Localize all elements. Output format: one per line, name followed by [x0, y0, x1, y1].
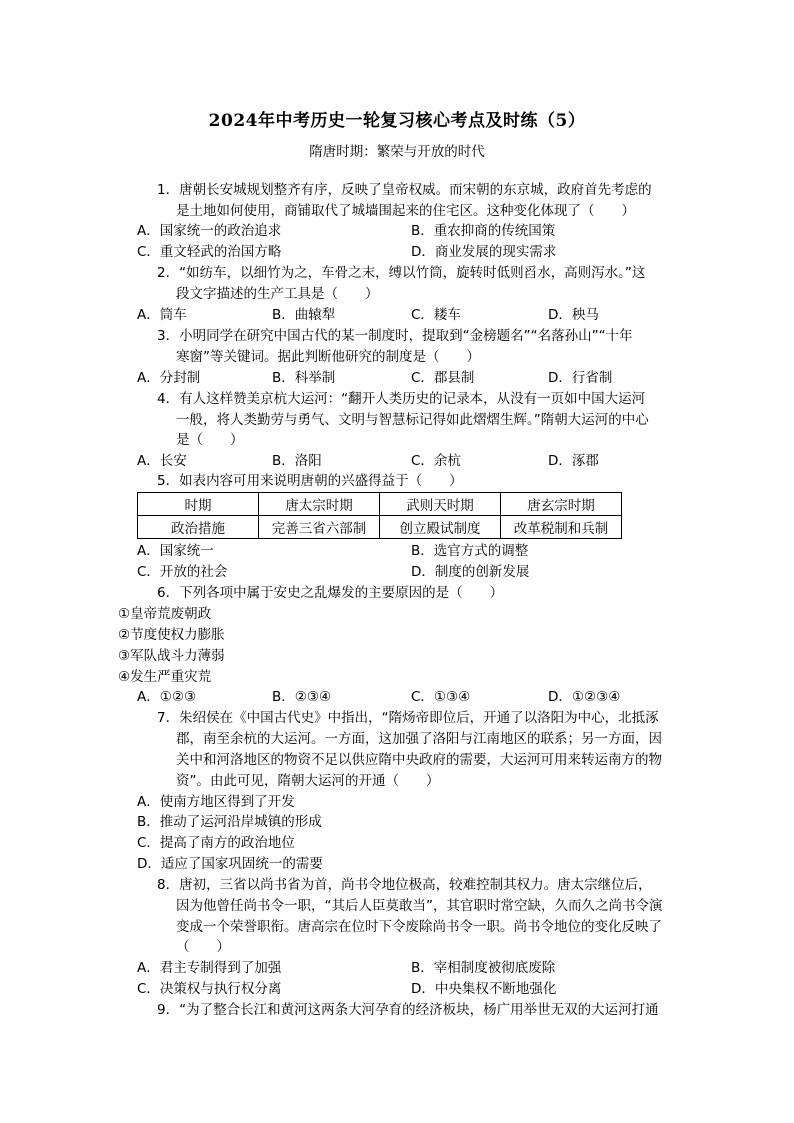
question-2-text-cont: 段文字描述的生产工具是（ ） — [176, 286, 379, 302]
question-4-option-c: C．余杭 — [411, 453, 461, 469]
question-3-option-d: D．行省制 — [548, 370, 613, 386]
question-5-option-b: B．选官方式的调整 — [411, 543, 529, 559]
question-3-text: 3．小明同学在研究中国古代的某一制度时，提取到“金榜题名”“名落孙山”“十年 — [157, 328, 633, 344]
question-8-text-cont: 因为他曾任尚书令一职，“其后人臣莫敢当”，其官职时常空缺，久而久之尚书令演 — [176, 898, 663, 914]
question-2-option-c: C．耧车 — [411, 307, 461, 323]
question-4-option-d: D．涿郡 — [548, 453, 599, 469]
question-7-option-a: A．使南方地区得到了开发 — [137, 794, 295, 810]
question-8-text: 8．唐初，三省以尚书省为首，尚书令地位极高，较难控制其权力。唐太宗继位后， — [157, 877, 652, 893]
question-6-option-b: B．②③④ — [272, 689, 332, 705]
table-cell: 时期 — [138, 493, 259, 516]
table-cell: 武则天时期 — [380, 493, 501, 516]
question-8-option-d: D．中央集权不断地强化 — [411, 981, 557, 997]
table-cell: 完善三省六部制 — [259, 516, 380, 539]
question-4-option-b: B．洛阳 — [272, 453, 322, 469]
question-1-text-cont: 是土地如何使用，商铺取代了城墙围起来的住宅区。这种变化体现了（ ） — [176, 203, 635, 219]
question-1-option-b: B．重农抑商的传统国策 — [411, 223, 556, 239]
question-8-option-b: B．宰相制度被彻底废除 — [411, 960, 556, 976]
question-4-text-cont: 一般，将人类勤劳与勇气、文明与智慧标记得如此熠熠生辉。”隋朝大运河的中心 — [176, 412, 649, 428]
question-3-option-c: C．郡县制 — [411, 370, 475, 386]
question-3-option-b: B．科举制 — [272, 370, 336, 386]
question-5-option-d: D．制度的创新发展 — [411, 564, 530, 580]
question-4-text-cont2: 是（ ） — [176, 432, 244, 448]
question-8-text-cont2: 变成一个荣誉职衔。唐高宗在位时下令废除尚书令一职。尚书令地位的变化反映了 — [176, 919, 662, 935]
page-subtitle: 隋唐时期：繁荣与开放的时代 — [309, 144, 485, 160]
question-5-text: 5．如表内容可用来说明唐朝的兴盛得益于（ ） — [157, 473, 463, 489]
table-row — [138, 493, 622, 516]
question-6-option-d: D．①②③④ — [548, 689, 621, 705]
table-cell: 创立殿试制度 — [380, 516, 501, 539]
question-7-text-cont2: 关中和河洛地区的物资不足以供应隋中央政府的需要，大运河可用来转运南方的物 — [176, 752, 662, 768]
question-2-text: 2．“如纺车，以细竹为之，车骨之末，缚以竹筒，旋转时低则舀水，高则泻水。”这 — [157, 265, 646, 281]
table-cell: 改革税制和兵制 — [501, 516, 622, 539]
table-cell: 政治措施 — [138, 516, 259, 539]
history-table — [137, 492, 622, 539]
question-3-option-a: A．分封制 — [137, 370, 201, 386]
question-3-text-cont: 寒窗”等关键词。据此判断他研究的制度是（ ） — [176, 349, 480, 365]
question-1-text: 1．唐朝长安城规划整齐有序，反映了皇帝权威。而宋朝的东京城，政府首先考虑的 — [157, 182, 652, 198]
question-1-option-d: D．商业发展的现实需求 — [411, 244, 557, 260]
question-1-option-a: A．国家统一的政治追求 — [137, 223, 282, 239]
question-1-option-c: C．重文轻武的治国方略 — [137, 244, 282, 260]
question-6-option-a: A．①②③ — [137, 689, 197, 705]
question-7-option-c: C．提高了南方的政治地位 — [137, 835, 295, 851]
table-cell: 唐太宗时期 — [259, 493, 380, 516]
table-cell: 唐玄宗时期 — [501, 493, 622, 516]
table-row — [138, 516, 622, 539]
question-4-text: 4．有人这样赞美京杭大运河：“翻开人类历史的记录本，从没有一页如中国大运河 — [157, 391, 646, 407]
question-2-option-d: D．秧马 — [548, 307, 599, 323]
question-7-text: 7．朱绍侯在《中国古代史》中指出，“隋炀帝即位后，开通了以洛阳为中心，北抵涿 — [157, 710, 659, 726]
question-9-text: 9．“为了整合长江和黄河这两条大河孕育的经济板块，杨广用举世无双的大运河打通 — [157, 1002, 659, 1018]
question-8-option-c: C．决策权与执行权分离 — [137, 981, 282, 997]
page-title: 2024年中考历史一轮复习核心考点及时练（5） — [208, 111, 586, 131]
question-7-text-cont3: 资”。由此可见，隋朝大运河的开通（ ） — [176, 773, 440, 789]
question-5-option-a: A．国家统一 — [137, 543, 214, 559]
question-8-text-cont3: （ ） — [176, 939, 230, 955]
question-4-option-a: A．长安 — [137, 453, 187, 469]
question-7-text-cont: 郡，南至余杭的大运河。一方面，这加强了洛阳与江南地区的联系；另一方面，因 — [176, 731, 662, 747]
question-8-option-a: A．君主专制得到了加强 — [137, 960, 282, 976]
question-2-option-a: A．筒车 — [137, 307, 187, 323]
question-2-option-b: B．曲辕犁 — [272, 307, 336, 323]
question-6-option-c: C．①③④ — [411, 689, 471, 705]
question-6-text: 6．下列各项中属于安史之乱爆发的主要原因的是（ ） — [157, 585, 504, 601]
question-6-item-2: ②节度使权力膨胀 — [118, 627, 225, 643]
question-7-option-d: D．适应了国家巩固统一的需要 — [137, 856, 323, 872]
question-7-option-b: B．推动了运河沿岸城镇的形成 — [137, 814, 322, 830]
question-6-item-3: ③军队战斗力薄弱 — [118, 648, 225, 664]
question-6-item-4: ④发生严重灾荒 — [118, 669, 212, 685]
question-5-option-c: C．开放的社会 — [137, 564, 228, 580]
question-6-item-1: ①皇帝荒废朝政 — [118, 606, 212, 622]
